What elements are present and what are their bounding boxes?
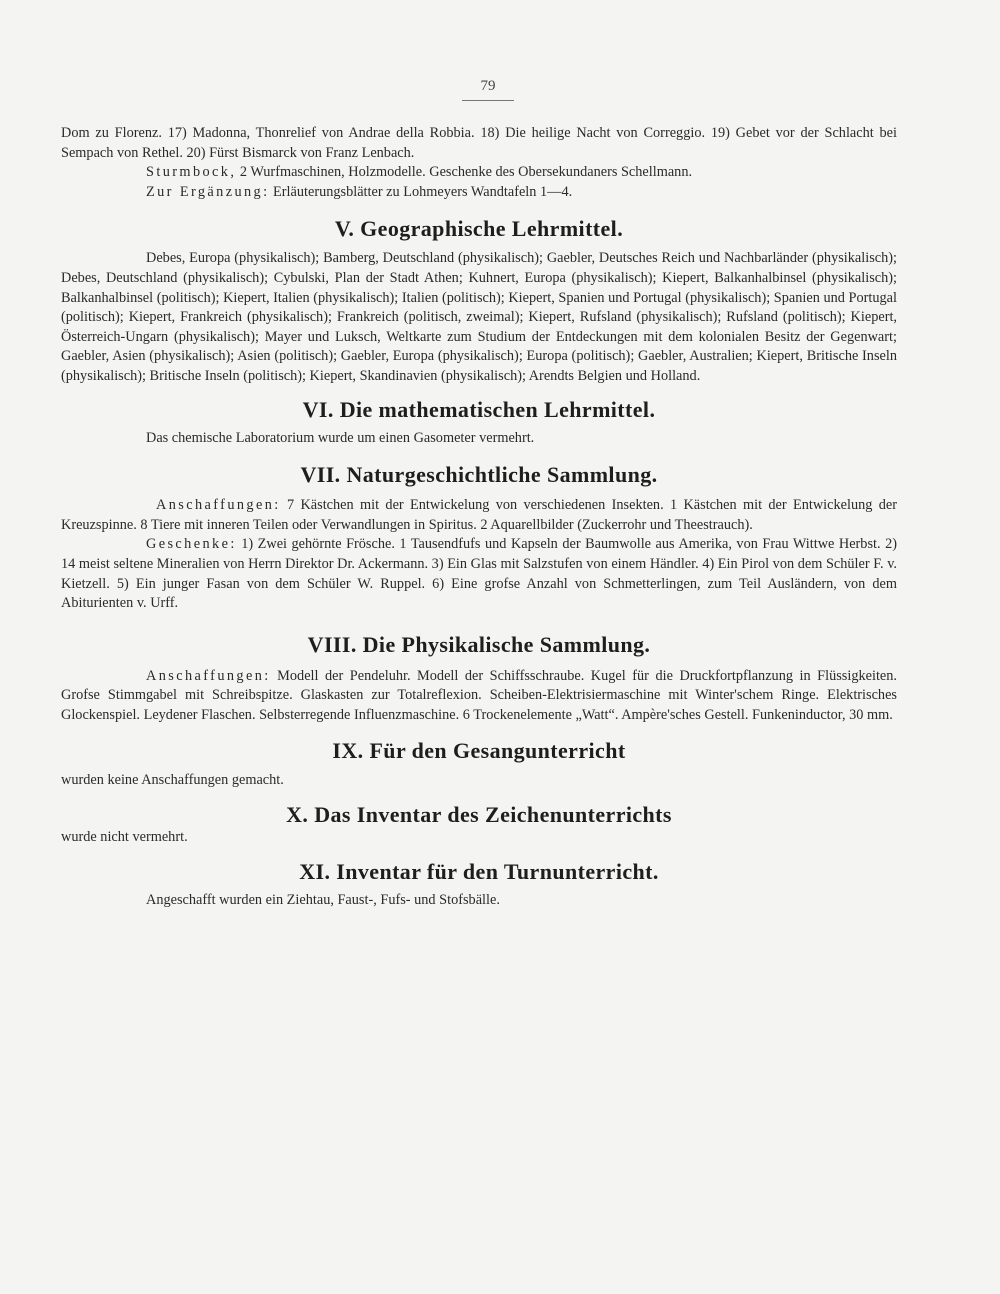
naturgeschichte-anschaffungen [61, 496, 897, 535]
section-heading-turnen: XI. Inventar für den Turnunterricht. [299, 858, 659, 884]
geschenke-text: 1) Zwei gehörnte Frösche. 1 Tausendfufs und Kapseln der Baumwolle aus Amerika, von Frau Wittwe Herbst. 2) 14 meist seltene Mineralien von Herrn Direktor Dr. Ackermann. 3) Ein Glas mit Salzstufen von einem Händler. 4) Ein Pirol von dem Schüler F. v. Kietzell. 5) Ein junger Fasan von dem Schüler W. Ruppel. 6) Eine grofse Anzahl von Schmetterlingen, zum Teil Ausländern, von dem Abiturienten v. Urff. [61, 536, 897, 612]
geschenke-label: Geschenke: [146, 536, 237, 553]
sturmbock-paragraph [61, 163, 897, 183]
page-number-rule [462, 100, 514, 101]
section-heading-mathematik: VI. Die mathematischen Lehrmittel. [302, 396, 656, 422]
section-heading-geographie: V. Geographische Lehrmittel. [334, 216, 624, 242]
sturmbock-text: 2 Wurfmaschinen, Holzmodelle. Geschenke des Obersekundaners Schellmann. [236, 164, 693, 181]
ergaenzung-text: Erläuterungsblätter zu Lohmeyers Wandtafeln 1—4. [269, 183, 573, 200]
physik-anschaffungen-label: Anschaffungen: [146, 667, 271, 684]
section-heading-naturgeschichte: VII. Naturgeschichtliche Sammlung. [300, 462, 658, 488]
section-heading-gesang: IX. Für den Gesangunterricht [332, 738, 626, 764]
section-text-gesang: wurden keine Anschaffungen gemacht. [61, 772, 284, 789]
page-content [61, 124, 897, 910]
sturmbock-label: Sturmbock, [146, 164, 237, 181]
physik-anschaffungen-text: Modell der Pendeluhr. Modell der Schiffsschraube. Kugel für die Druckfortpflanzung in Flüssigkeiten. Grofse Stimmgabel mit Schreibspitze. Glaskasten zur Totalreflexion. Scheiben-Elektrisiermaschine mit Winter'schem Ringe. Elektrisches Glockenspiel. Leydener Flaschen. Selbsterregende Influenzmaschine. 6 Trockenelemente „Watt“. Ampère'sches Gestell. Funkeninductor, 30 mm. [61, 667, 897, 723]
section-heading-zeichnen: X. Das Inventar des Zeichenunterrichts [286, 802, 672, 828]
physik-anschaffungen [61, 667, 897, 726]
ergaenzung-paragraph [61, 183, 897, 203]
anschaffungen-label: Anschaffungen: [156, 497, 281, 514]
page-number: 79 [480, 78, 496, 94]
section-text-zeichnen: wurde nicht vermehrt. [61, 829, 188, 846]
section-text-geographie: Debes, Europa (physikalisch); Bamberg, Deutschland (physikalisch); Gaebler, Deutsches Reich und Nachbarländer (physikalisch); Debes, Deutschland (physikalisch); Cybulski, Plan der Stadt Athen; Kuhnert, Europa (physikalisch); Kiepert, Balkanhalbinsel (physikalisch); Balkanhalbinsel (politisch); Kiepert, Italien (physikalisch); Italien (politisch); Kiepert, Spanien und Portugal (physikalisch); Spanien und Portugal (politisch); Kiepert, Frankreich (physikalisch); Frankreich (politisch, zweimal); Kiepert, Rufsland (physikalisch); Rufsland (politisch); Kiepert, Österreich-Ungarn (physikalisch); Mayer und Luksch, Weltkarte zum Studium der Entdeckungen mit dem kolonialen Besitz der Gegenwart; Gaebler, Asien (physikalisch); Asien (politisch); Gaebler, Europa (physikalisch); Europa (politisch); Gaebler, Australien; Kiepert, Britische Inseln (physikalisch); Britische Inseln (politisch); Kiepert, Skandinavien (physikalisch); Arendts Belgien und Holland. [61, 250, 897, 384]
intro-paragraph: Dom zu Florenz. 17) Madonna, Thonrelief von Andrae della Robbia. 18) Die heilige Nacht von Correggio. 19) Gebet vor der Schlacht bei Sempach von Rethel. 20) Fürst Bismarck von Franz Lenbach. [61, 125, 897, 161]
ergaenzung-label: Zur Ergänzung: [146, 183, 270, 200]
section-text-turnen: Angeschafft wurden ein Ziehtau, Faust-, Fufs- und Stofsbälle. [146, 891, 500, 908]
section-heading-physik: VIII. Die Physikalische Sammlung. [307, 631, 651, 657]
section-text-mathematik: Das chemische Laboratorium wurde um einen Gasometer vermehrt. [146, 429, 535, 446]
naturgeschichte-geschenke [61, 535, 897, 613]
anschaffungen-text: 7 Kästchen mit der Entwickelung von verschiedenen Insekten. 1 Kästchen mit der Entwickelung der Kreuzspinne. 8 Tiere mit inneren Teilen oder Verwandlungen in Spiritus. 2 Aquarellbilder (Zuckerrohr und Theestrauch). [61, 497, 897, 533]
